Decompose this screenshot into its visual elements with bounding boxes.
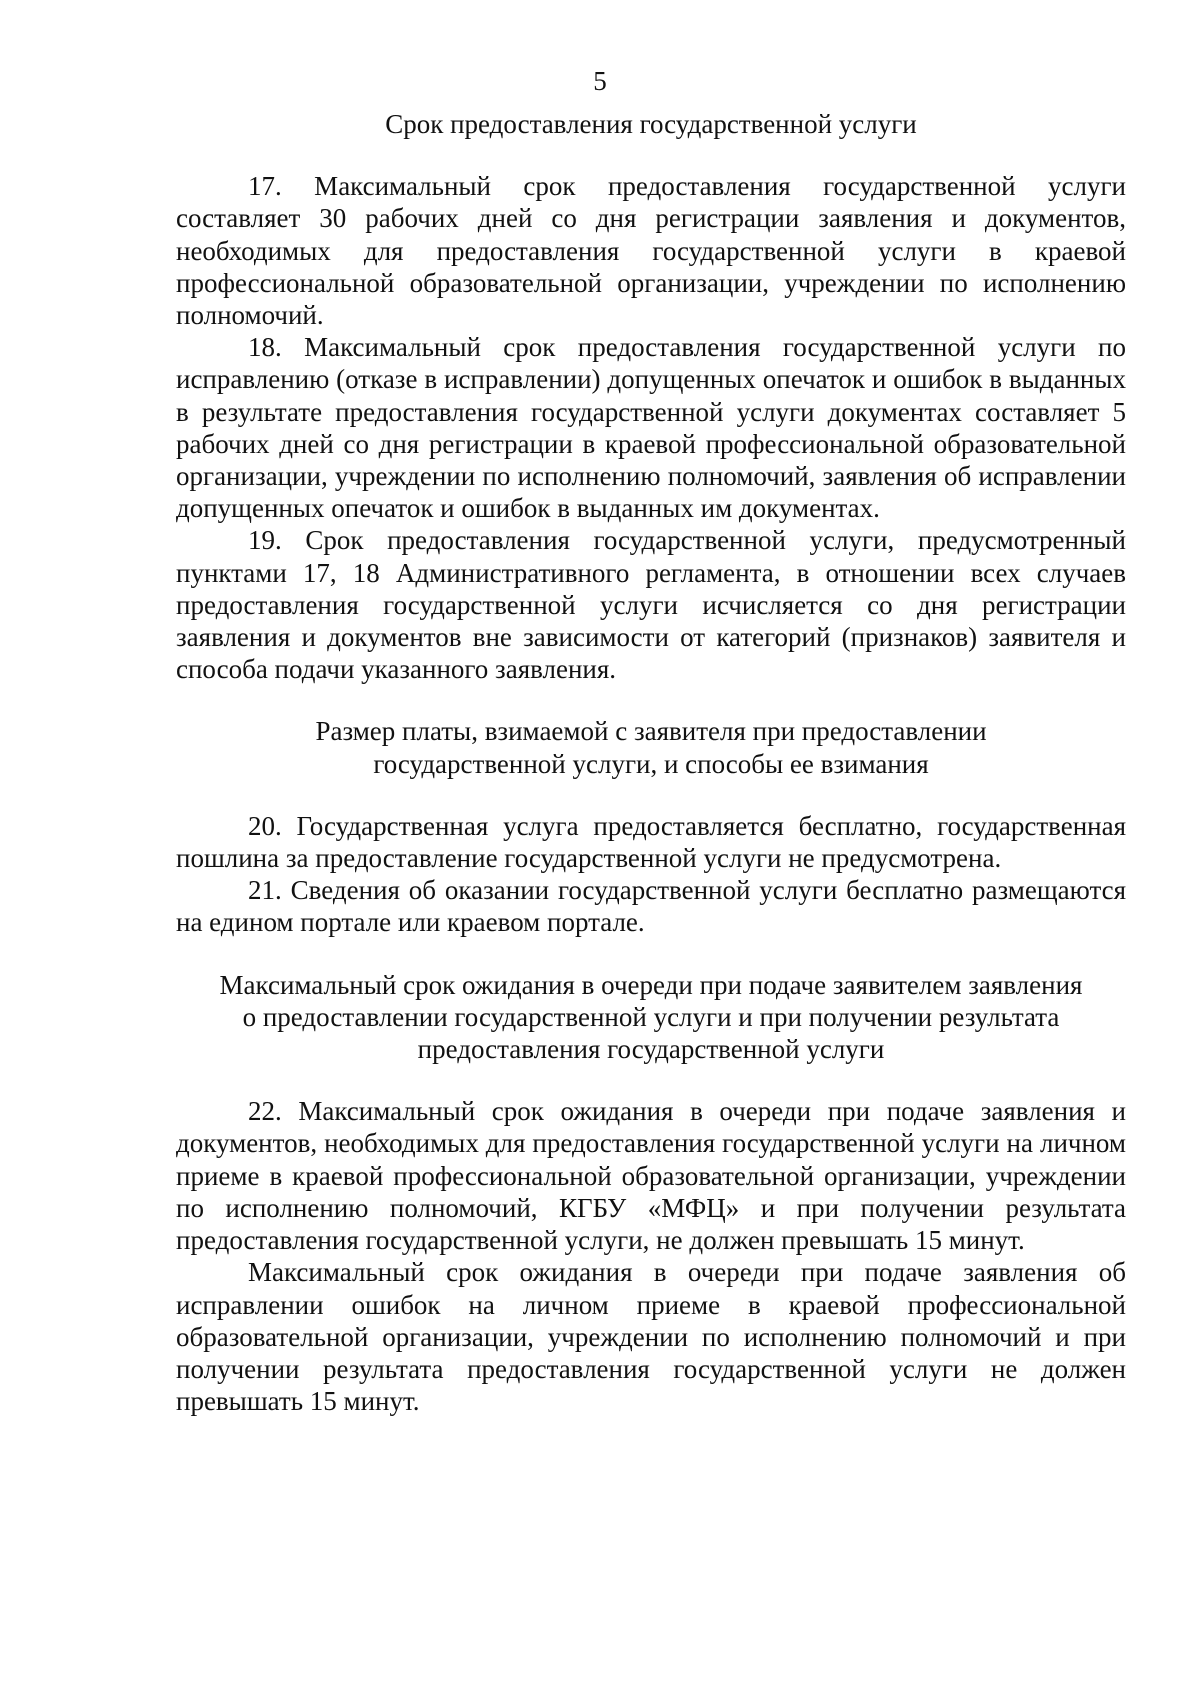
section-heading-queue	[176, 969, 1126, 1066]
heading-line: Срок предоставления государственной услуги	[385, 109, 917, 139]
paragraph-21: 21. Сведения об оказании государственной услуги бесплатно размещаются на едином портале или краевом портале.	[176, 875, 1126, 938]
paragraph-18: 18. Максимальный срок предоставления государственной услуги по исправлению (отказе в исправлении) допущенных опечаток и ошибок в выданных в результате предоставления государственной услуги документах составляет 5 рабочих дней со дня регистрации в краевой профессиональной образовательной организации, учреждении по исполнению полномочий, заявления об исправлении допущенных опечаток и ошибок в выданных им документах.	[176, 332, 1126, 524]
heading-line: государственной услуги, и способы ее взимания	[373, 748, 929, 779]
section-heading-term	[176, 108, 1126, 140]
heading-line: Размер платы, взимаемой с заявителя при предоставлении	[315, 716, 987, 747]
paragraph-19: 19. Срок предоставления государственной услуги, предусмотренный пунктами 17, 18 Административного регламента, в отношении всех случаев предоставления государственной услуги исчисляется со дня регистрации заявления и документов вне зависимости от категорий (признаков) заявителя и способа подачи указанного заявления.	[176, 525, 1126, 685]
paragraph-22-continued: Максимальный срок ожидания в очереди при подаче заявления об исправлении ошибок на личном приеме в краевой профессиональной образовательной организации, учреждении по исполнению полномочий и при получении результата предоставления государственной услуги не должен превышать 15 минут.	[176, 1257, 1126, 1417]
page-number: 5	[593, 66, 607, 96]
heading-line: о предоставлении государственной услуги и при получении результата	[242, 1001, 1060, 1032]
heading-line: Максимальный срок ожидания в очереди при подаче заявителем заявления	[219, 969, 1083, 1000]
paragraph-17: 17. Максимальный срок предоставления государственной услуги составляет 30 рабочих дней со дня регистрации заявления и документов, необходимых для предоставления государственной услуги в краевой профессиональной образовательной организации, учреждении по исполнению полномочий.	[176, 171, 1126, 331]
document-body	[176, 108, 1126, 1417]
paragraph-20: 20. Государственная услуга предоставляется бесплатно, государственная пошлина за предоставление государственной услуги не предусмотрена.	[176, 810, 1126, 874]
section-heading-fee	[176, 715, 1126, 779]
paragraph-22: 22. Максимальный срок ожидания в очереди при подаче заявления и документов, необходимых для предоставления государственной услуги на личном приеме в краевой профессиональной образовательной организации, учреждении по исполнению полномочий, КГБУ «МФЦ» и при получении результата предоставления государственной услуги, не должен превышать 15 минут.	[176, 1096, 1126, 1256]
heading-line: предоставления государственной услуги	[417, 1034, 885, 1065]
